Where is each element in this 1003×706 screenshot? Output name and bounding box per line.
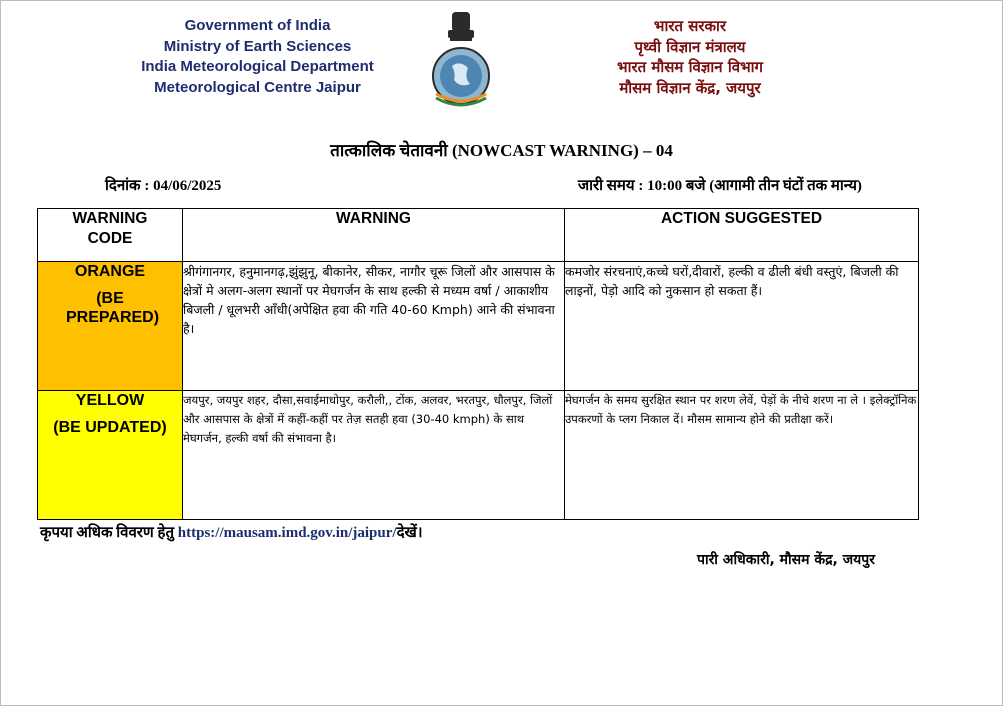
signature: पारी अधिकारी, मौसम केंद्र, जयपुर xyxy=(697,552,875,568)
header-english xyxy=(120,16,395,98)
header-hindi-line: भारत सरकार xyxy=(653,17,727,35)
table-header-row xyxy=(38,209,919,262)
warning-table xyxy=(37,208,919,520)
header-hindi xyxy=(575,16,805,98)
table-row xyxy=(38,391,919,520)
header-english-line: India Meteorological Department xyxy=(141,58,374,75)
header-hindi-line: मौसम विज्ञान केंद्र, जयपुर xyxy=(619,78,761,97)
footer-details xyxy=(40,522,423,542)
warning-text-cell: जयपुर, जयपुर शहर, दौसा,सवाईमाधोपुर, करौली,, टोंक, अलवर, भरतपुर, धौलपुर, जिलों और आसपास के क्षेत्रों में कहीं-कहीं पर तेज़ सतही हवा (30-40 kmph) के साथ मेघगर्जन, हल्की वर्षा की संभावना है। xyxy=(183,391,565,520)
header-hindi-line: पृथ्वी विज्ञान मंत्रालय xyxy=(634,37,746,56)
header-warning-code-text: WARNING CODE xyxy=(72,210,148,247)
header-english-line: Meteorological Centre Jaipur xyxy=(154,78,361,96)
header-english-line: Ministry of Earth Sciences xyxy=(163,37,352,55)
footer-prefix: कृपया अधिक विवरण हेतु xyxy=(40,525,178,541)
header-hindi-line: भारत मौसम विज्ञान विभाग xyxy=(617,58,763,76)
warning-code-sub: (BE UPDATED) xyxy=(53,419,167,436)
date-line: दिनांक : 04/06/2025 xyxy=(105,178,222,194)
header-action: ACTION SUGGESTED xyxy=(565,209,919,262)
warning-code-label: YELLOW xyxy=(75,392,145,409)
page-title: तात्कालिक चेतावनी (NOWCAST WARNING) – 04 xyxy=(330,141,673,160)
issue-time-line: जारी समय : 10:00 बजे (आगामी तीन घंटों तक मान्य) xyxy=(578,178,862,194)
footer-suffix: देखें। xyxy=(396,525,423,541)
imd-emblem-icon xyxy=(430,8,492,112)
warning-text-cell: श्रीगंगानगर, हनुमानगढ़,झुंझुनू, बीकानेर, सीकर, नागौर चूरू जिलों और आसपास के क्षेत्रों मे अलग-अलग स्थानों पर मेघगर्जन के साथ हल्की से मध्यम वर्षा / आकाशीय बिजली / धूलभरी आँधी(अपेक्षित हवा की गति 40-60 Kmph) आने की संभावना है। xyxy=(183,262,565,391)
header-english-line: Government of India xyxy=(184,17,331,34)
warning-code-sub: (BE PREPARED) xyxy=(66,290,160,326)
warning-code-label: ORANGE xyxy=(74,263,146,280)
table-row xyxy=(38,262,919,391)
warning-code-cell xyxy=(38,262,183,391)
header-warning: WARNING xyxy=(183,209,565,262)
action-text-cell: मेघगर्जन के समय सुरक्षित स्थान पर शरण लेवें, पेड़ों के नीचे शरण ना ले । इलेक्ट्रॉनिक उपकरणों के प्लग निकाल दें। मौसम सामान्य होने की प्रतीक्षा करें। xyxy=(565,391,919,520)
action-text-cell: कमजोर संरचनाएं,कच्चे घरों,दीवारों, हल्की व ढीली बंधी वस्तुएं, बिजली की लाइनों, पेड़ो आदि को नुकसान हो सकता हैं। xyxy=(565,262,919,391)
details-link[interactable]: https://mausam.imd.gov.in/jaipur/ xyxy=(177,525,397,541)
warning-code-cell xyxy=(38,391,183,520)
header-warning-code xyxy=(38,209,183,262)
